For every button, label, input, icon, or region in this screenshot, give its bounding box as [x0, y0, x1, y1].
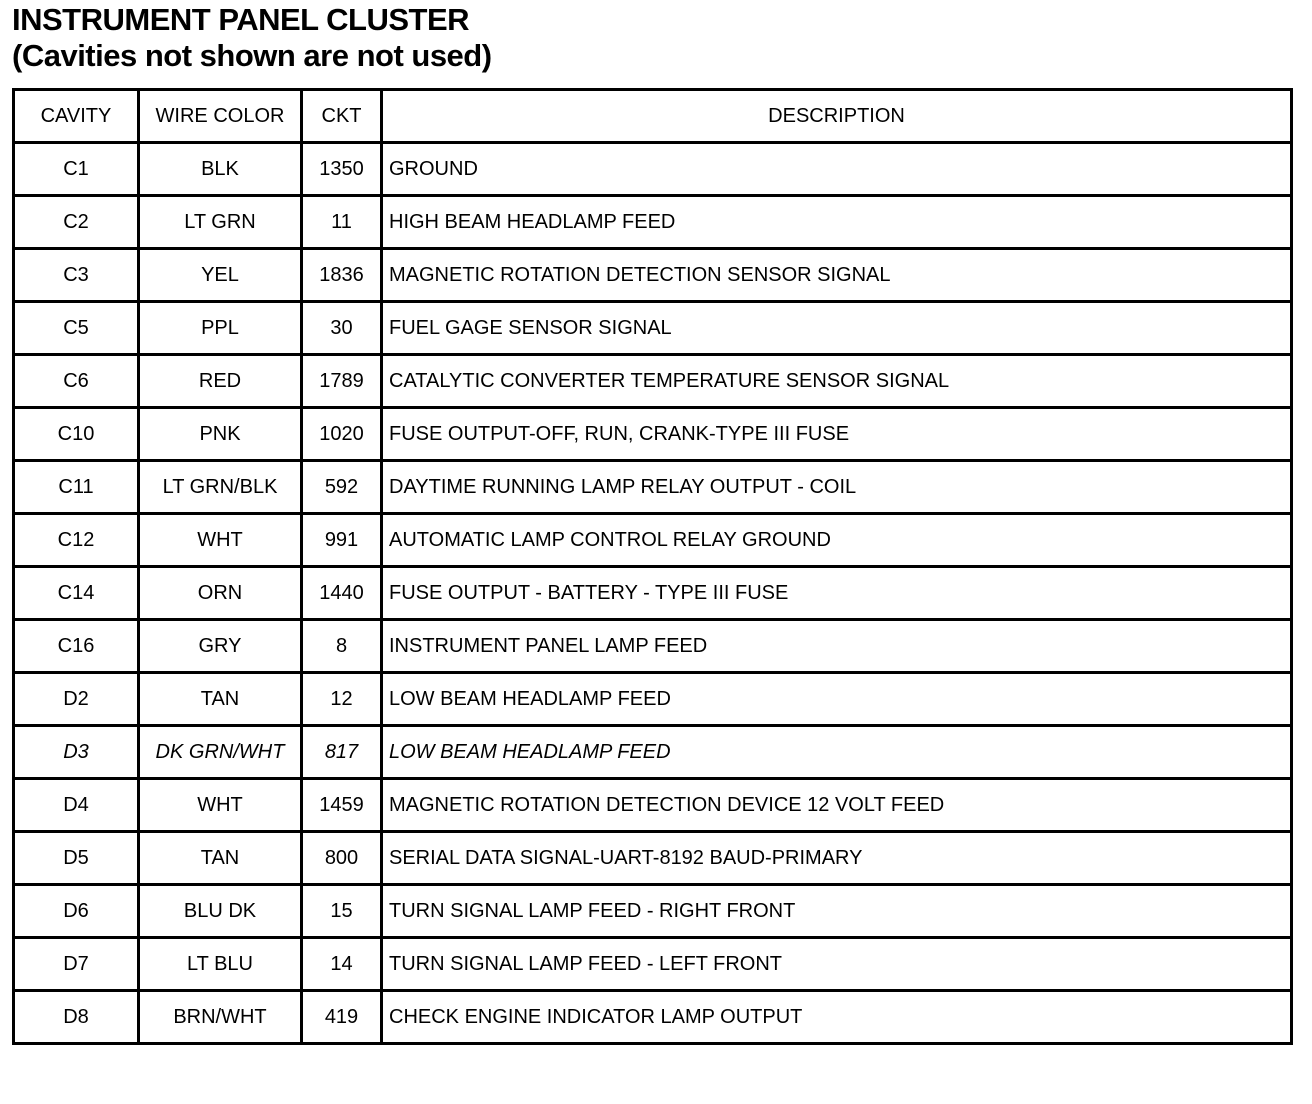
- table-row: [14, 196, 1292, 249]
- cell-ckt: 1459: [302, 779, 382, 832]
- cell-wire-color: TAN: [139, 673, 302, 726]
- cell-description: MAGNETIC ROTATION DETECTION DEVICE 12 VOLT FEED: [382, 779, 1292, 832]
- cell-description: AUTOMATIC LAMP CONTROL RELAY GROUND: [382, 514, 1292, 567]
- cell-cavity: C12: [14, 514, 139, 567]
- table-row: [14, 514, 1292, 567]
- cell-wire-color: LT BLU: [139, 938, 302, 991]
- cell-description: CHECK ENGINE INDICATOR LAMP OUTPUT: [382, 991, 1292, 1044]
- table-header: [14, 90, 1292, 143]
- table-row: [14, 249, 1292, 302]
- cell-wire-color: DK GRN/WHT: [139, 726, 302, 779]
- cell-ckt: 1836: [302, 249, 382, 302]
- header-ckt: CKT: [302, 90, 382, 143]
- cell-ckt: 991: [302, 514, 382, 567]
- table-row: [14, 991, 1292, 1044]
- cell-description: FUSE OUTPUT-OFF, RUN, CRANK-TYPE III FUSE: [382, 408, 1292, 461]
- cell-cavity: C11: [14, 461, 139, 514]
- cell-ckt: 1440: [302, 567, 382, 620]
- cell-ckt: 30: [302, 302, 382, 355]
- table-row: [14, 302, 1292, 355]
- cell-wire-color: LT GRN/BLK: [139, 461, 302, 514]
- table-row: [14, 567, 1292, 620]
- cell-wire-color: PPL: [139, 302, 302, 355]
- cell-description: FUEL GAGE SENSOR SIGNAL: [382, 302, 1292, 355]
- cell-wire-color: LT GRN: [139, 196, 302, 249]
- cell-wire-color: PNK: [139, 408, 302, 461]
- cell-ckt: 800: [302, 832, 382, 885]
- cell-ckt: 1789: [302, 355, 382, 408]
- page-title: INSTRUMENT PANEL CLUSTER: [12, 2, 470, 37]
- header-cavity: CAVITY: [14, 90, 139, 143]
- cell-cavity: C2: [14, 196, 139, 249]
- cell-description: TURN SIGNAL LAMP FEED - LEFT FRONT: [382, 938, 1292, 991]
- cell-description: GROUND: [382, 143, 1292, 196]
- cell-cavity: D8: [14, 991, 139, 1044]
- cell-wire-color: BLU DK: [139, 885, 302, 938]
- header-description: DESCRIPTION: [382, 90, 1292, 143]
- cell-description: INSTRUMENT PANEL LAMP FEED: [382, 620, 1292, 673]
- cell-ckt: 817: [302, 726, 382, 779]
- table-row: [14, 408, 1292, 461]
- cell-wire-color: RED: [139, 355, 302, 408]
- table-row: [14, 673, 1292, 726]
- cell-cavity: D3: [14, 726, 139, 779]
- cell-ckt: 14: [302, 938, 382, 991]
- cell-description: HIGH BEAM HEADLAMP FEED: [382, 196, 1292, 249]
- cell-description: TURN SIGNAL LAMP FEED - RIGHT FRONT: [382, 885, 1292, 938]
- cell-cavity: D2: [14, 673, 139, 726]
- table-row: [14, 779, 1292, 832]
- cell-cavity: C5: [14, 302, 139, 355]
- header-row: [14, 90, 1292, 143]
- table-row: [14, 355, 1292, 408]
- cell-description: DAYTIME RUNNING LAMP RELAY OUTPUT - COIL: [382, 461, 1292, 514]
- table-row: [14, 726, 1292, 779]
- cell-cavity: C10: [14, 408, 139, 461]
- cell-ckt: 1020: [302, 408, 382, 461]
- cell-cavity: D6: [14, 885, 139, 938]
- cell-cavity: C6: [14, 355, 139, 408]
- table-body: [14, 143, 1292, 1044]
- cell-cavity: C14: [14, 567, 139, 620]
- cell-description: CATALYTIC CONVERTER TEMPERATURE SENSOR SIGNAL: [382, 355, 1292, 408]
- cell-cavity: D5: [14, 832, 139, 885]
- table-row: [14, 620, 1292, 673]
- cell-wire-color: YEL: [139, 249, 302, 302]
- table-row: [14, 143, 1292, 196]
- cell-ckt: 11: [302, 196, 382, 249]
- cell-cavity: C1: [14, 143, 139, 196]
- cell-wire-color: TAN: [139, 832, 302, 885]
- table-row: [14, 885, 1292, 938]
- cell-description: MAGNETIC ROTATION DETECTION SENSOR SIGNAL: [382, 249, 1292, 302]
- cell-wire-color: WHT: [139, 779, 302, 832]
- cell-ckt: 8: [302, 620, 382, 673]
- title-block: [12, 2, 492, 74]
- cell-ckt: 12: [302, 673, 382, 726]
- cell-ckt: 419: [302, 991, 382, 1044]
- table-row: [14, 832, 1292, 885]
- header-wire-color: WIRE COLOR: [139, 90, 302, 143]
- cell-ckt: 1350: [302, 143, 382, 196]
- page-subtitle: (Cavities not shown are not used): [12, 38, 492, 73]
- cell-ckt: 592: [302, 461, 382, 514]
- cell-ckt: 15: [302, 885, 382, 938]
- cavity-table: [12, 88, 1293, 1045]
- cell-cavity: C16: [14, 620, 139, 673]
- cell-wire-color: ORN: [139, 567, 302, 620]
- cell-cavity: D4: [14, 779, 139, 832]
- cell-description: SERIAL DATA SIGNAL-UART-8192 BAUD-PRIMARY: [382, 832, 1292, 885]
- cell-wire-color: GRY: [139, 620, 302, 673]
- cell-wire-color: BRN/WHT: [139, 991, 302, 1044]
- cell-wire-color: BLK: [139, 143, 302, 196]
- cell-description: FUSE OUTPUT - BATTERY - TYPE III FUSE: [382, 567, 1292, 620]
- cell-wire-color: WHT: [139, 514, 302, 567]
- table-row: [14, 938, 1292, 991]
- table-row: [14, 461, 1292, 514]
- cell-description: LOW BEAM HEADLAMP FEED: [382, 673, 1292, 726]
- cell-cavity: C3: [14, 249, 139, 302]
- cell-description: LOW BEAM HEADLAMP FEED: [382, 726, 1292, 779]
- cell-cavity: D7: [14, 938, 139, 991]
